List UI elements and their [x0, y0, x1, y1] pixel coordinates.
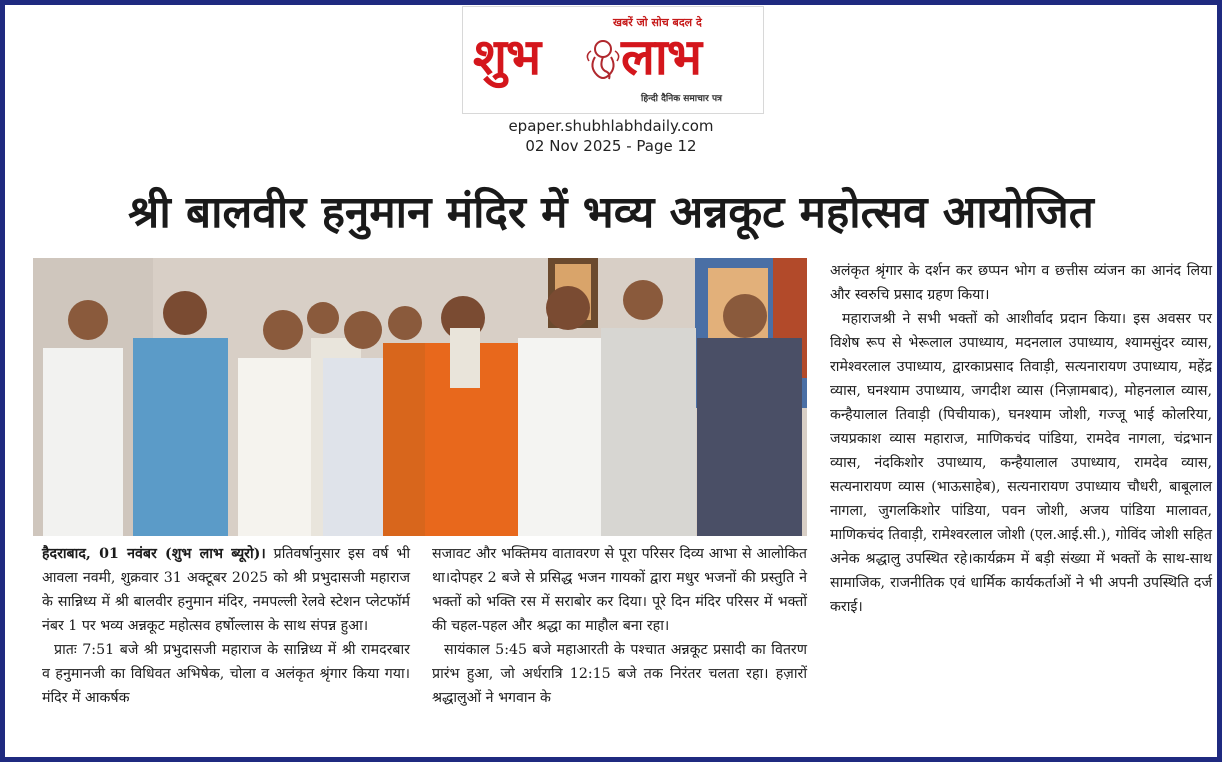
- logo-word-left: शुभ: [473, 27, 541, 86]
- paragraph: अलंकृत श्रृंगार के दर्शन कर छप्पन भोग व छत्तीस व्यंजन का आनंद लिया और स्वरुचि प्रसाद ग्रहण किया।: [830, 263, 1212, 303]
- masthead-tagline: खबरें जो सोच बदल दे: [613, 16, 702, 29]
- paragraph: [42, 542, 410, 638]
- paragraph: सजावट और भक्तिमय वातावरण से पूरा परिसर दिव्य आभा से आलोकित था।दोपहर 2 बजे से प्रसिद्ध भजन गायकों द्वारा मधुर भजनों की प्रस्तुति ने भक्तों को भक्ति रस में सराबोर कर दिया। पूरे दिन मंदिर परिसर में भक्तों की चहल-पहल और श्रद्धा का माहौल बना रहा।: [432, 546, 807, 634]
- article-column-2: [432, 542, 807, 710]
- article-column-3: [830, 259, 1212, 619]
- paragraph-text: प्रतिवर्षानुसार इस वर्ष भी आवला नवमी, शुक्रवार 31 अक्टूबर 2025 को श्री प्रभुदासजी महाराज के सान्निध्य में श्री बालवीर हनुमान मंदिर, नमपल्ली रेलवे स्टेशन प्लेटफॉर्म नंबर 1 पर भव्य अन्नकूट महोत्सव हर्षोल्लास के साथ संपन्न हुआ।: [42, 546, 410, 634]
- logo-word-right: लाभ: [621, 27, 701, 86]
- paragraph: महाराजश्री ने सभी भक्तों को आशीर्वाद प्रदान किया। इस अवसर पर विशेष रूप से भेरूलाल उपाध्याय, मदनलाल उपाध्याय, श्यामसुंदर व्यास, रामेश्वरलाल उपाध्याय, द्वारकाप्रसाद तिवाड़ी, सत्यनारायण उपाध्याय, महेंद्र व्यास, घनश्याम उपाध्याय, जगदीश व्यास (निज़ामबाद), मोहनलाल व्यास, कन्हैयालाल तिवाड़ी (पिचीयाक), घनश्याम जोशी, गज्जू भाई कोलरिया, जयप्रकाश व्यास महाराज, माणिकचंद पांडिया, रामदेव नागला, चंद्रभान व्यास, नंदकिशोर उपाध्याय, कन्हैयालाल उपाध्याय, रामदेव व्यास, सत्यनारायण व्यास (भाऊसाहेब), सत्यनारायण उपाध्याय चौधरी, बाबूलाल नागला, जुगलकिशोर पांडिया, पवन जोशी, अजय पांडिया मालावत, माणिकचंद तिवाड़ी, रामेश्वरलाल जोशी (एल.आई.सी.), गोविंद जोशी सहित अनेक श्रद्धालु उपस्थित रहे।कार्यक्रम में बड़ी संख्या में भक्तों के साथ-साथ सामाजिक, राजनीतिक एवं धार्मिक कार्यकर्ताओं ने भी अपनी उपस्थिति दर्ज कराई।: [830, 311, 1212, 615]
- masthead-logo: [462, 6, 764, 114]
- ganesha-icon: [583, 37, 623, 85]
- edition-date-page: 02 Nov 2025 - Page 12: [525, 137, 697, 155]
- paragraph: सायंकाल 5:45 बजे महाआरती के पश्चात अन्नकूट प्रसादी का वितरण प्रारंभ हुआ, जो अर्धरात्रि 12:15 बजे तक निरंतर चलता रहा। हज़ारों श्रद्धालुओं ने भगवान के: [432, 642, 807, 706]
- paragraph: प्रातः 7:51 बजे श्री प्रभुदासजी महाराज के सान्निध्य में श्री रामदरबार व हनुमानजी का विधिवत अभिषेक, चोला व अलंकृत श्रृंगार किया गया। मंदिर में आकर्षक: [42, 642, 410, 706]
- article-column-1: [42, 542, 410, 710]
- article-dateline: हैदराबाद, 01 नवंबर (शुभ लाभ ब्यूरो)।: [42, 546, 266, 562]
- article-photo: [33, 258, 807, 536]
- article-headline: श्री बालवीर हनुमान मंदिर में भव्य अन्नकूट महोत्सव आयोजित: [128, 187, 1094, 238]
- masthead-subtitle: हिन्दी दैनिक समाचार पत्र: [641, 94, 723, 104]
- newspaper-page: [5, 5, 1217, 757]
- epaper-url: epaper.shubhlabhdaily.com: [508, 117, 714, 135]
